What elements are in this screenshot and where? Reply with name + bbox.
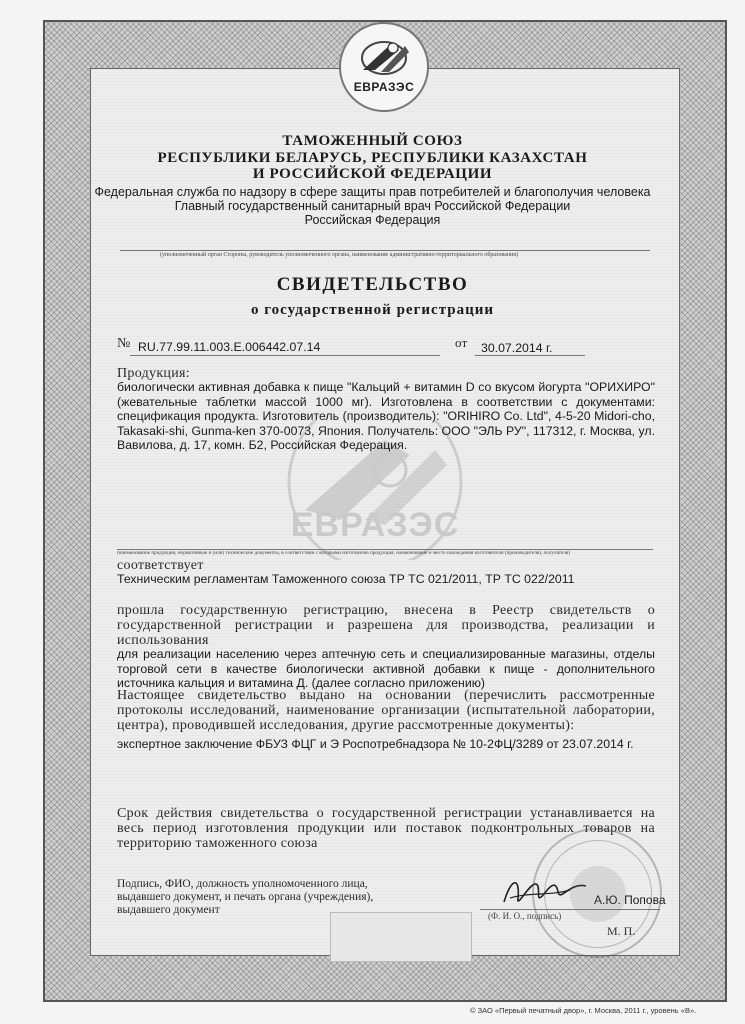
eurasec-emblem [339, 22, 429, 112]
authority-underline [120, 250, 650, 251]
certificate-title: СВИДЕТЕЛЬСТВО [276, 274, 469, 295]
authority-hint: (уполномоченный орган Стороны, руководитель уполномоченного органа, наименование административно-территориального образования) [160, 252, 518, 258]
header-line-2: РЕСПУБЛИКИ БЕЛАРУСЬ, РЕСПУБЛИКИ КАЗАХСТАН [157, 150, 588, 166]
number-label: № [117, 336, 131, 351]
signature-label: Подпись, ФИО, должность уполномоченного лица, выдавшего документ, и печать органа (учреждения), выдавшего документ [117, 878, 374, 916]
date-underline [475, 355, 585, 356]
printer-footer: © ЗАО «Первый печатный двор», г. Москва, 2011 г., уровень «В». [470, 1006, 697, 1015]
authority-line-2: Главный государственный санитарный врач Российской Федерации [174, 199, 571, 213]
registration-statement: прошла государственную регистрацию, внесена в Реестр свидетельств о государственной регистрации и разрешена для производства, реализации и использования [117, 603, 655, 648]
usage-text: для реализации населению через аптечную сеть и специализированные магазины, отделы торговой сети в качестве биологически активной добавки к пище - дополнительного источника кальция и витамина Д. (далее согласно приложению) [117, 647, 655, 691]
conformity-text: Техническим регламентам Таможенного союза ТР ТС 021/2011, ТР ТС 022/2011 [117, 572, 575, 586]
header-line-1: ТАМОЖЕННЫЙ СОЮЗ [282, 133, 463, 149]
product-hint: (наименование продукции, нормативные и (или) технические документы, в соответствии с которыми изготовлена продукция, наименование и место нахождения изготовителя (производителя), получателя) [117, 550, 571, 556]
seal-core [570, 866, 626, 922]
validity-text: Срок действия свидетельства о государственной регистрации устанавливается на весь период изготовления продукции или поставок подконтрольных товаров на территорию таможенного союза [117, 806, 655, 851]
signature-hint: (Ф. И. О., подпись) [488, 911, 562, 921]
authority-line-1: Федеральная служба по надзору в сфере защиты прав потребителей и благополучия человека [94, 185, 651, 199]
registration-date: 30.07.2014 г. [481, 341, 553, 355]
basis-text: Настоящее свидетельство выдано на основании (перечислить рассмотренные протоколы исследований, наименование организации (испытательной лаборатории, центра), проводившей исследования, другие рассмотренные документы): [117, 688, 655, 733]
basis-value: экспертное заключение ФБУЗ ФЦГ и Э Роспотребнадзора № 10-2ФЦ/3289 от 23.07.2014 г. [117, 737, 634, 751]
watermark-caption: ЕВРАЗЭС [290, 506, 460, 544]
number-underline [130, 355, 440, 356]
conformity-label: соответствует [117, 558, 204, 573]
certificate-subtitle: о государственной регистрации [250, 302, 495, 318]
redacted-area [330, 912, 472, 962]
authority-line-3: Российская Федерация [304, 213, 441, 227]
emblem-caption: ЕВРАЗЭС [353, 80, 415, 94]
eurasec-logo-icon [351, 30, 417, 82]
product-label: Продукция: [117, 366, 190, 381]
header-line-3: И РОССИЙСКОЙ ФЕДЕРАЦИИ [252, 166, 493, 182]
date-label: от [455, 335, 468, 350]
signer-name: А.Ю. Попова [594, 893, 666, 907]
product-description: биологически активная добавка к пище "Кальций + витамин D со вкусом йогурта "ОРИХИРО" (жевательные таблетки массой 1000 мг). Изготовлена в соответствии с документами: спецификация продукта. Изготовитель (производитель): "ORIHIRO Co. Ltd", 4-5-20 Midori-cho, Takasaki-shi, Gunma-ken 370-0073, Япония. Получатель: ООО "ЭЛЬ РУ", 117312, г. Москва, ул. Вавилова, д. 17, комн. Б2, Российская Федерация. [117, 380, 655, 453]
official-seal [532, 828, 662, 958]
seal-label: М. П. [607, 924, 636, 938]
registration-number: RU.77.99.11.003.Е.006442.07.14 [138, 340, 321, 354]
